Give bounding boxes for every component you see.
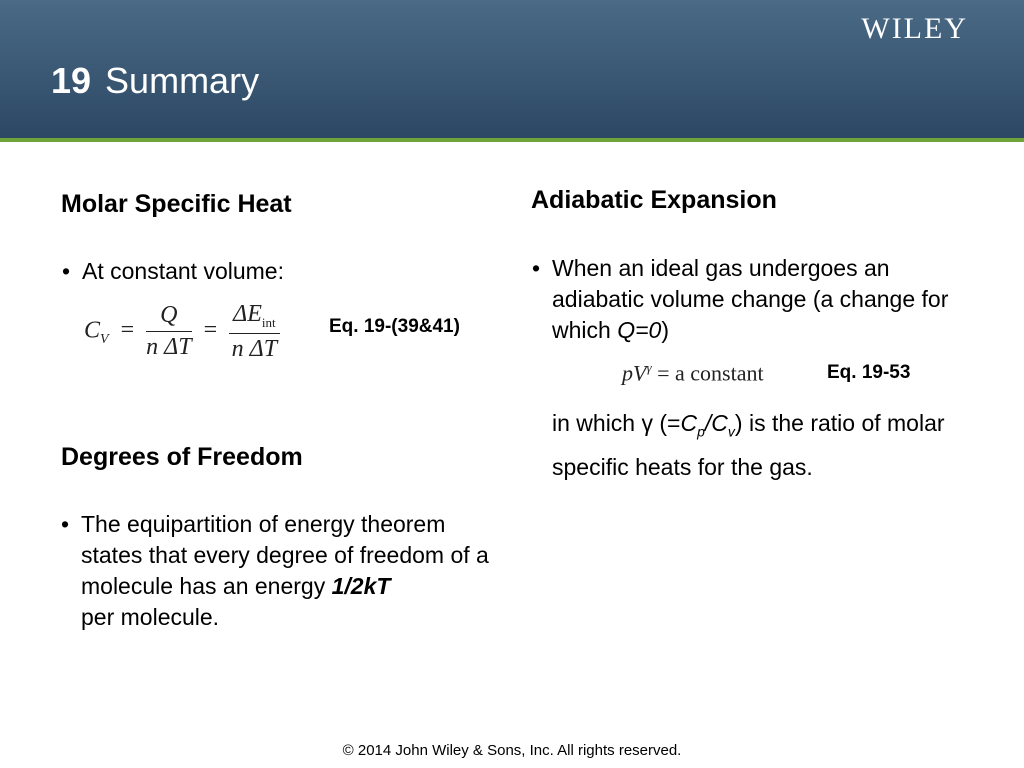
eq-label-19-53: Eq. 19-53 [827,362,911,383]
note-text-a: in which γ (= [552,410,681,436]
eq-pv: pV [622,360,647,386]
q-zero: Q=0 [617,317,662,343]
header-divider [0,138,1024,142]
eq-num-1: Q [146,302,191,332]
bullet-adiabatic [532,253,972,346]
eq-den-2: n ΔT [231,335,278,362]
note-cp-sub: p [697,423,705,440]
title-text: Summary [105,60,260,101]
eq-constant: = a constant [651,360,764,386]
eq-num-2: ΔE [233,301,262,327]
bullet-equipartition [61,509,501,633]
bullet-dot: • [61,511,70,537]
adiabatic-text: When an ideal gas undergoes an adiabatic volume change (a change for which [552,255,949,343]
eq-num-2-sub: int [261,314,276,330]
bullet-dot: • [62,258,71,284]
note-cv-sub: v [727,423,735,440]
slide-title [51,60,259,102]
equation-adiabatic [622,360,764,386]
note-cp: C [680,410,698,436]
equipartition-text-end: per molecule. [81,604,220,630]
heading-adiabatic-expansion: Adiabatic Expansion [531,186,777,214]
note-text-b: ) is the ratio of molar specific heats for the gas. [552,410,945,480]
chapter-number: 19 [51,60,92,101]
eq-gamma: γ [646,360,652,375]
equation-cv: $C_V$ = $\frac{Q}{\text{n ΔT}}$ = $\frac{\Delta E_{int}}{\text{n ΔT}}$ [84,301,280,363]
eq-cv-sub: V [100,332,109,348]
eq-den-1: n ΔT [146,334,192,361]
eq-label-19-39-41: Eq. 19-(39&41) [329,316,460,337]
gamma-explanation [552,406,952,485]
note-cv: C [711,410,728,436]
energy-term: 1/2kT [331,573,391,599]
eq-cv-symbol: C [84,317,101,344]
eq-frac-1 [146,302,191,361]
bullet-constant-volume [62,256,284,287]
heading-degrees-of-freedom: Degrees of Freedom [61,443,303,471]
bullet-dot: • [532,255,541,281]
eq-frac-2 [229,301,279,363]
note-slash: / [704,410,712,436]
publisher-logo: WILEY [861,12,968,45]
bullet-text: At constant volume: [82,258,284,284]
heading-molar-specific-heat: Molar Specific Heat [61,190,292,218]
adiabatic-text-end: ) [661,317,669,343]
equipartition-text: The equipartition of energy theorem states that every degree of freedom of a molecule has an energy [81,511,489,599]
copyright-footer: © 2014 John Wiley & Sons, Inc. All rights reserved. [342,742,682,759]
